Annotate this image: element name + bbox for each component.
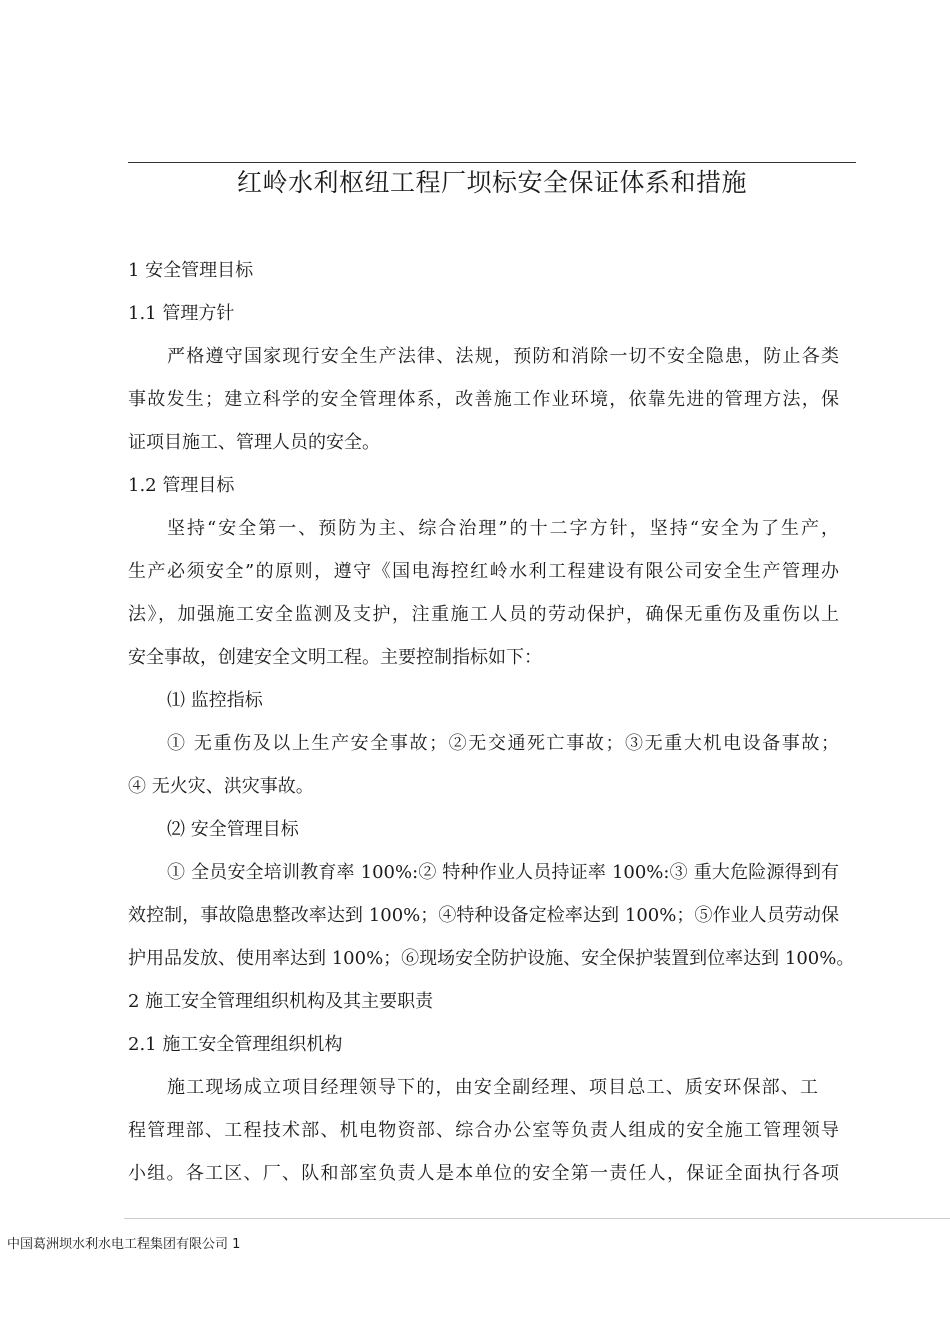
paragraph-line: ① 全员安全培训教育率 100%:② 特种作业人员持证率 100%:③ 重大危险源得到有 [167, 862, 839, 883]
header-rule [128, 162, 856, 163]
page-footer: 中国葛洲坝水利水电工程集团有限公司 1 [7, 1237, 241, 1252]
list-heading: ⑵ 安全管理目标 [167, 819, 299, 840]
paragraph-line: 生产必须安全”的原则，遵守《国电海控红岭水利工程建设有限公司安全生产管理办 [128, 561, 839, 582]
paragraph-line: ① 无重伤及以上生产安全事故；②无交通死亡事故；③无重大机电设备事故； [167, 733, 839, 754]
paragraph-line: 事故发生；建立科学的安全管理体系，改善施工作业环境，依靠先进的管理方法，保 [128, 389, 839, 410]
paragraph-line: ④ 无火灾、洪灾事故。 [128, 776, 314, 797]
paragraph-line: 程管理部、工程技术部、机电物资部、综合办公室等负责人组成的安全施工管理领导 [128, 1120, 839, 1141]
paragraph-line: 严格遵守国家现行安全生产法律、法规，预防和消除一切不安全隐患，防止各类 [167, 346, 839, 367]
paragraph-line: 效控制，事故隐患整改率达到 100%；④特种设备定检率达到 100%；⑤作业人员劳动保 [128, 905, 839, 926]
section-heading: 2 施工安全管理组织机构及其主要职责 [128, 991, 434, 1012]
paragraph-line: 小组。各工区、厂、队和部室负责人是本单位的安全第一责任人，保证全面执行各项 [128, 1163, 839, 1184]
paragraph-line: 护用品发放、使用率达到 100%；⑥现场安全防护设施、安全保护装置到位率达到 100%。 [128, 948, 855, 969]
subsection-heading: 2.1 施工安全管理组织机构 [128, 1034, 343, 1055]
document-title: 红岭水利枢纽工程厂坝标安全保证体系和措施 [236, 168, 747, 197]
paragraph-line: 法》，加强施工安全监测及支护，注重施工人员的劳动保护，确保无重伤及重伤以上 [128, 604, 839, 625]
paragraph-line: 坚持“安全第一、预防为主、综合治理”的十二字方针，坚持“安全为了生产， [167, 518, 839, 539]
section-heading: 1 安全管理目标 [128, 260, 254, 281]
subsection-heading: 1.1 管理方针 [128, 303, 235, 324]
paragraph-line: 证项目施工、管理人员的安全。 [128, 432, 380, 453]
footer-rule [124, 1218, 950, 1219]
paragraph-line: 安全事故，创建安全文明工程。主要控制指标如下： [128, 647, 542, 668]
paragraph-line: 施工现场成立项目经理领导下的，由安全副经理、项目总工、质安环保部、工 [167, 1077, 818, 1098]
subsection-heading: 1.2 管理目标 [128, 475, 235, 496]
list-heading: ⑴ 监控指标 [167, 690, 263, 711]
